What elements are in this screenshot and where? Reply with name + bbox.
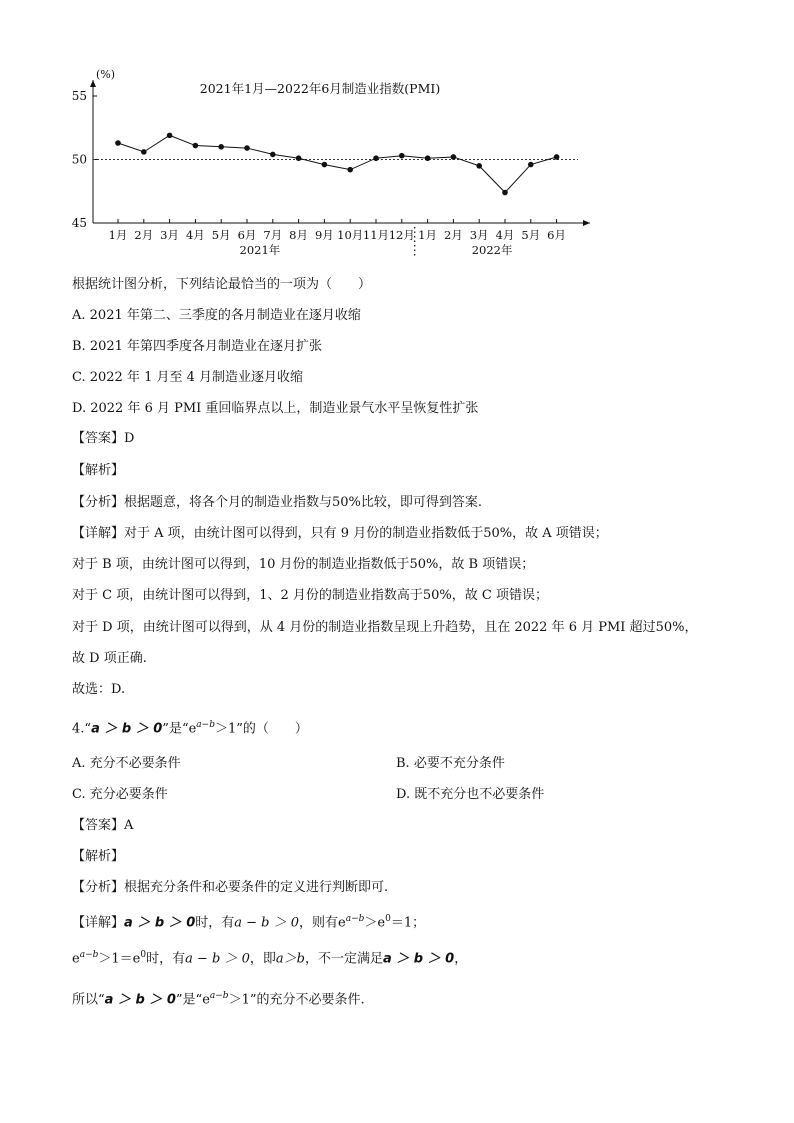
x-tick-label: 5月 xyxy=(211,228,231,242)
q4-fenxi: 【分析】根据充分条件和必要条件的定义进行判断即可. xyxy=(72,880,389,895)
q3-option-a: A. 2021 年第二、三季度的各月制造业在逐月收缩 xyxy=(72,308,361,323)
data-point xyxy=(399,153,405,159)
data-point xyxy=(115,140,121,146)
data-point xyxy=(347,167,353,173)
x-tick-label: 2月 xyxy=(443,228,463,242)
x-tick-label: 6月 xyxy=(547,228,567,242)
pmi-line-chart xyxy=(60,60,600,260)
data-point xyxy=(554,154,560,160)
data-point xyxy=(322,162,328,168)
q4-detail-2: $e^{a-b}>1=e^0$时，有a − b ＞ 0，即a＞b，不一定满足a ＞ b ＞ 0， xyxy=(72,950,468,967)
x-tick-label: 2月 xyxy=(134,228,154,242)
x-tick-label: 5月 xyxy=(521,228,541,242)
data-point xyxy=(528,162,534,168)
q3-detail-4: 对于 D 项，由统计图可以得到，从 4 月份的制造业指数呈现上升趋势，且在 2022 年 6 月 PMI 超过50%， xyxy=(72,620,698,635)
y-tick-label: 50 xyxy=(71,152,87,167)
y-tick-label: 55 xyxy=(71,89,87,103)
data-point xyxy=(193,143,199,149)
q3-answer: 【答案】D xyxy=(72,431,135,446)
q3-jiexi: 【解析】 xyxy=(72,463,125,478)
data-point xyxy=(167,133,173,139)
q3-option-c: C. 2022 年 1 月至 4 月制造业逐月收缩 xyxy=(72,370,304,385)
data-point xyxy=(141,149,147,155)
data-point xyxy=(218,144,224,150)
chart-title: 2021年1月—2022年6月制造业指数(PMI) xyxy=(199,81,441,96)
x-tick-label: 4月 xyxy=(495,228,515,242)
x-tick-label: 8月 xyxy=(289,228,309,242)
q3-fenxi: 【分析】根据题意，将各个月的制造业指数与50%比较，即可得到答案. xyxy=(72,495,483,510)
q3-detail-1: 【详解】对于 A 项，由统计图可以得到，只有 9 月份的制造业指数低于50%，故 A 项错误； xyxy=(72,526,608,541)
q3-option-b: B. 2021 年第四季度各月制造业在逐月扩张 xyxy=(72,339,323,354)
x-tick-label: 9月 xyxy=(314,228,334,242)
data-point xyxy=(451,154,457,160)
x-axis-arrow xyxy=(583,220,590,226)
q3-detail-3: 对于 C 项，由统计图可以得到，1、2 月份的制造业指数高于50%，故 C 项错误； xyxy=(72,588,548,603)
q3-prompt: 根据统计图分析，下列结论最恰当的一项为（ ） xyxy=(72,277,372,292)
x-tick-label: 3月 xyxy=(469,228,489,242)
q4-detail-1: 【详解】a ＞ b ＞ 0时，有a − b ＞ 0，则有$e^{a-b}>e^0=1$； xyxy=(72,914,426,931)
y-axis-arrow xyxy=(90,80,96,87)
q4-option-c: C. 充分必要条件 xyxy=(72,787,168,802)
series-line xyxy=(118,135,557,192)
q3-choose: 故选：D. xyxy=(72,682,126,697)
x-tick-label: 7月 xyxy=(263,228,283,242)
q4-option-d: D. 既不充分也不必要条件 xyxy=(396,787,545,802)
q4-detail-3: 所以“a ＞ b ＞ 0”是“$e^{a-b}>1$”的充分不必要条件. xyxy=(72,991,365,1008)
data-point xyxy=(425,155,431,161)
q4-jiexi: 【解析】 xyxy=(72,849,125,864)
x-tick-label: 6月 xyxy=(237,228,257,242)
data-point xyxy=(502,190,508,196)
q4-option-a: A. 充分不必要条件 xyxy=(72,756,181,771)
x-tick-label: 4月 xyxy=(185,228,205,242)
y-unit-label: (%) xyxy=(96,68,116,81)
q4-answer: 【答案】A xyxy=(72,818,134,833)
data-point xyxy=(296,155,302,161)
year-label-2022: 2022年 xyxy=(471,243,513,257)
q4-question: 4.“a ＞ b ＞ 0”是“$e^{a-b}>1$”的（ ） xyxy=(72,720,308,737)
year-label-2021: 2021年 xyxy=(239,243,281,257)
x-tick-label: 12月 xyxy=(388,228,415,242)
q4-option-b: B. 必要不充分条件 xyxy=(396,756,505,771)
data-point xyxy=(244,145,250,151)
q3-detail-5: 故 D 项正确. xyxy=(72,651,147,666)
data-point xyxy=(270,152,276,158)
x-tick-label: 3月 xyxy=(160,228,180,242)
q3-option-d: D. 2022 年 6 月 PMI 重回临界点以上，制造业景气水平呈恢复性扩张 xyxy=(72,401,479,416)
x-tick-label: 11月 xyxy=(362,228,390,242)
q3-detail-2: 对于 B 项，由统计图可以得到，10 月份的制造业指数低于50%，故 B 项错误； xyxy=(72,557,535,572)
x-tick-label: 1月 xyxy=(108,228,128,242)
data-point xyxy=(373,155,379,161)
data-point xyxy=(476,163,482,169)
y-tick-label: 45 xyxy=(71,216,87,230)
x-tick-label: 10月 xyxy=(337,228,364,242)
x-tick-label: 1月 xyxy=(418,228,438,242)
